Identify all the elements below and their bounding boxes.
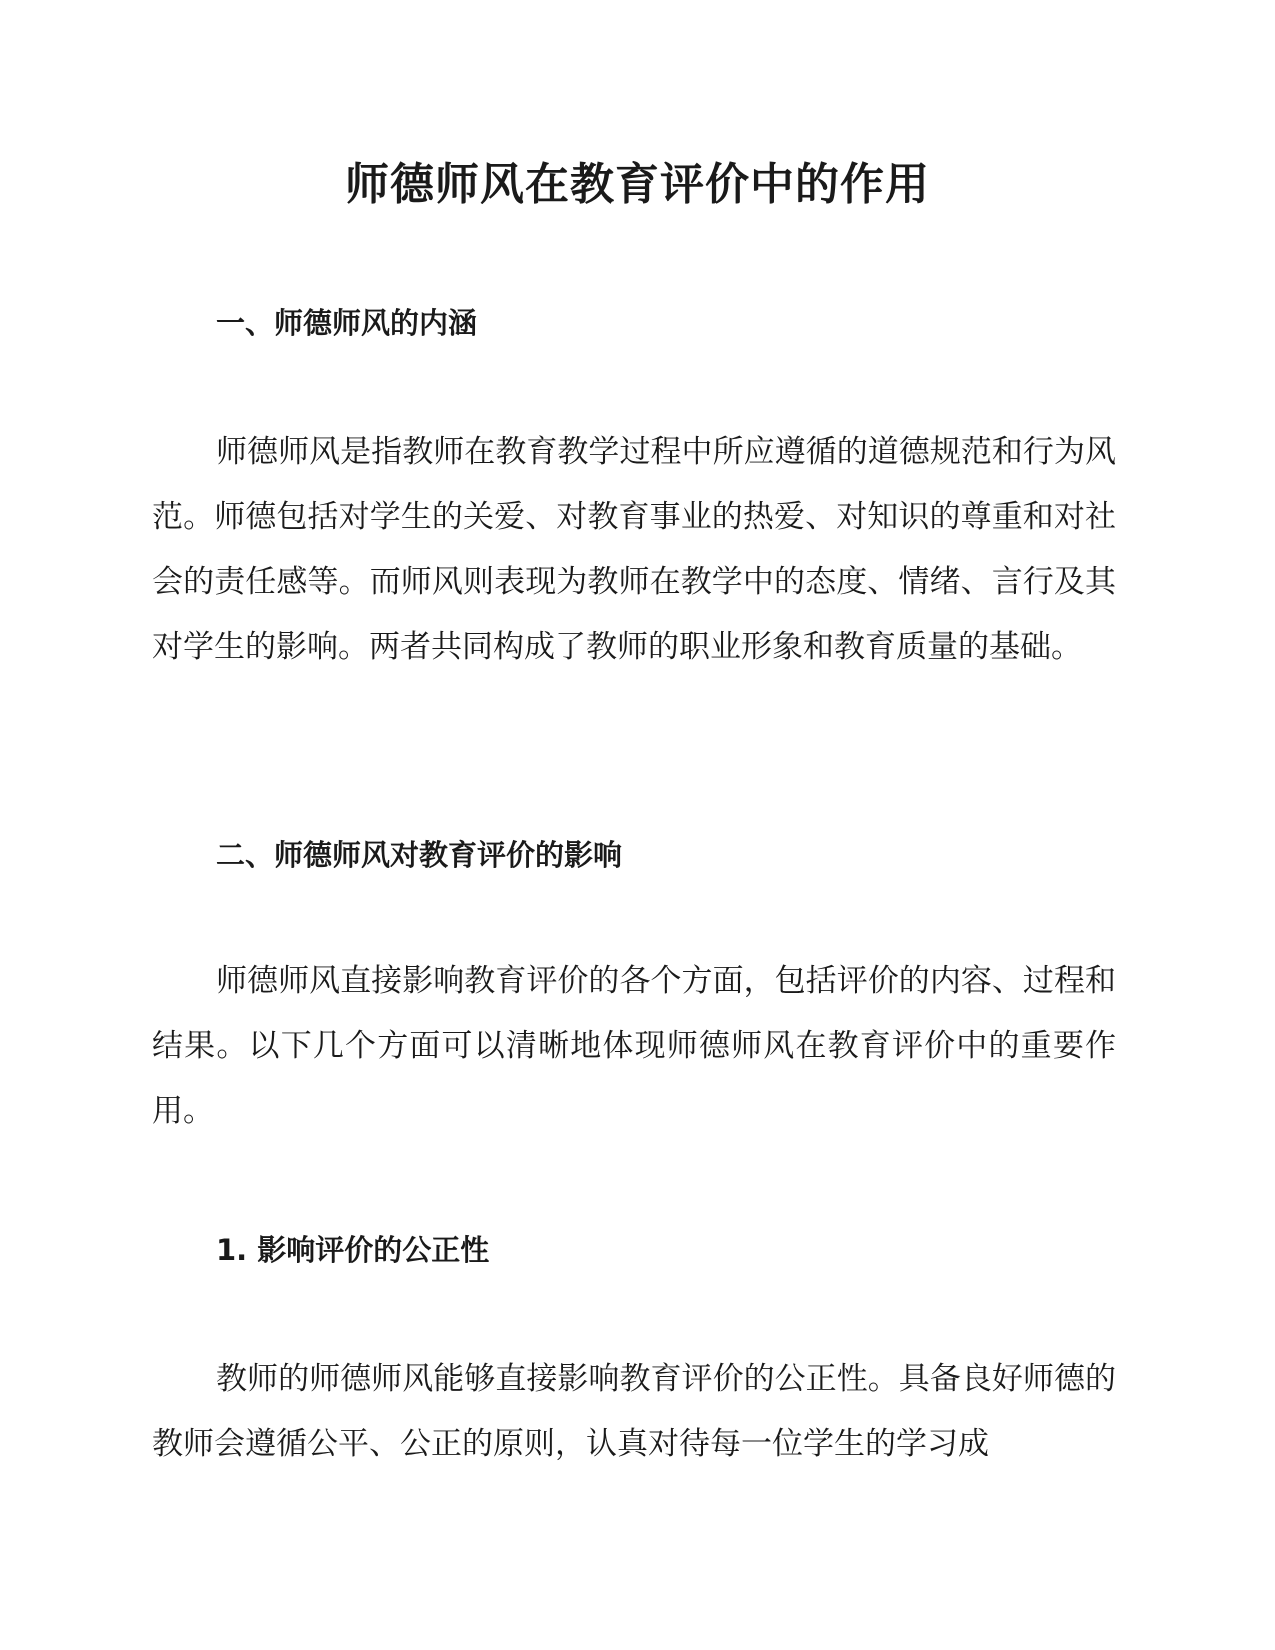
section-paragraph-connotation: 师德师风是指教师在教育教学过程中所应遵循的道德规范和行为风范。师德包括对学生的关爱、对教育事业的热爱、对知识的尊重和对社会的责任感等。而师风则表现为教师在教学中的态度、情绪、言行及其对学生的影响。两者共同构成了教师的职业形象和教育质量的基础。 (152, 434, 1116, 665)
section-heading-influence: 二、师德师风对教育评价的影响 (216, 838, 623, 872)
document-title: 师德师风在教育评价中的作用 (345, 159, 930, 210)
section-paragraph-influence: 师德师风直接影响教育评价的各个方面，包括评价的内容、过程和结果。以下几个方面可以清晰地体现师德师风在教育评价中的重要作用。 (152, 963, 1116, 1129)
subsection-paragraph-fairness: 教师的师德师风能够直接影响教育评价的公正性。具备良好师德的教师会遵循公平、公正的原则，认真对待每一位学生的学习成 (152, 1361, 1116, 1462)
section-heading-connotation: 一、师德师风的内涵 (216, 306, 478, 340)
subsection-heading-fairness: 1. 影响评价的公正性 (216, 1233, 490, 1267)
